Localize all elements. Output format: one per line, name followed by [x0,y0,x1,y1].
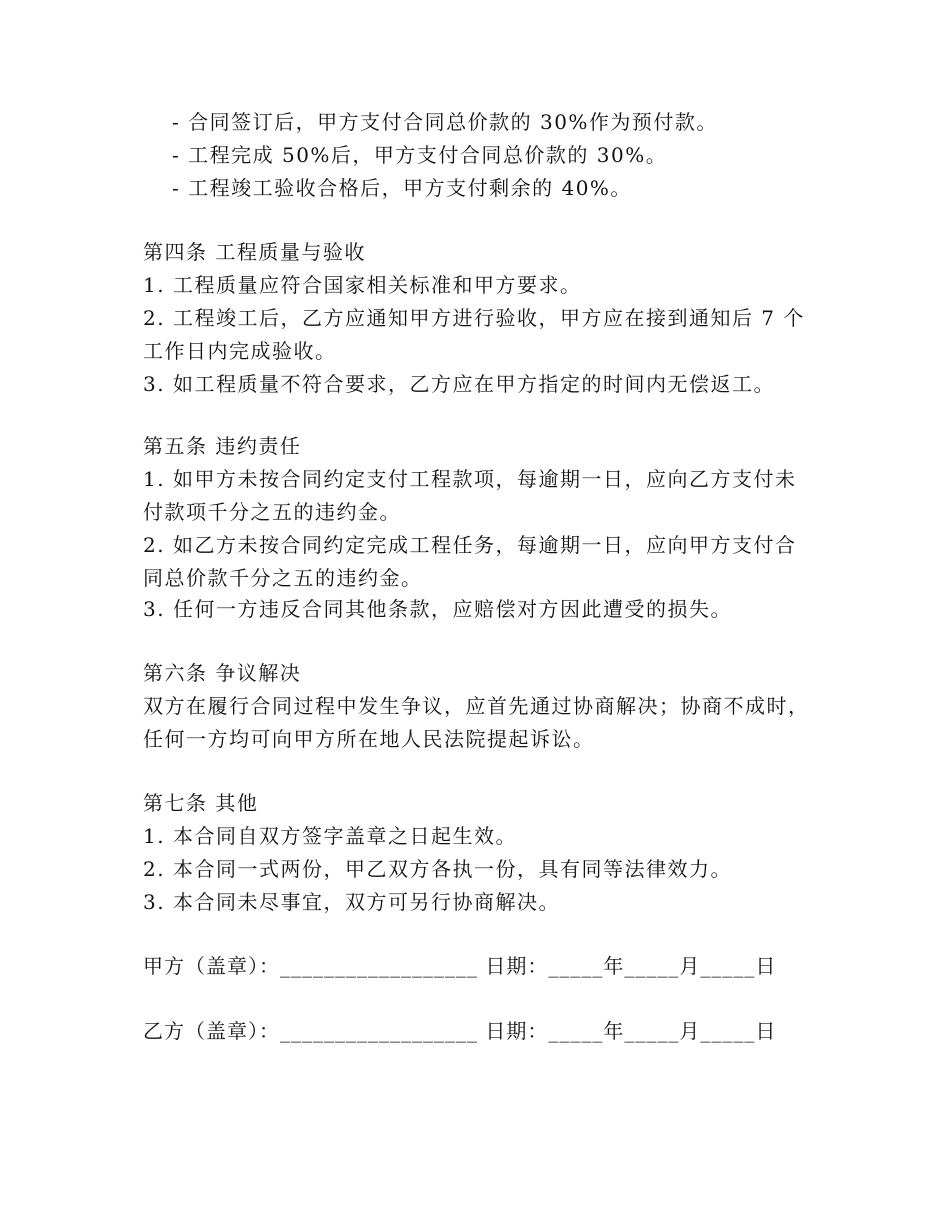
article7-heading: 第七条 其他 [143,791,259,815]
article5-line-1: 1. 如甲方未按合同约定支付工程款项，每逾期一日，应向乙方支付未 [143,467,797,491]
article4-line-1: 1. 工程质量应符合国家相关标准和甲方要求。 [143,273,582,297]
article4-line-4: 3. 如工程质量不符合要求，乙方应在甲方指定的时间内无偿返工。 [143,372,775,396]
article7-line-2: 2. 本合同一式两份，甲乙双方各执一份，具有同等法律效力。 [143,857,732,881]
payment-term-2: - 工程完成 50%后，甲方支付合同总价款的 30%。 [172,143,668,167]
party-a-signature-line: 甲方（盖章）：__________________ 日期：_____年_____月_____日 [143,954,777,978]
article7-line-1: 1. 本合同自双方签字盖章之日起生效。 [143,824,517,848]
article4-heading: 第四条 工程质量与验收 [143,240,366,264]
payment-term-1: - 合同签订后，甲方支付合同总价款的 30%作为预付款。 [172,110,718,134]
article5-line-3: 2. 如乙方未按合同约定完成工程任务，每逾期一日，应向甲方支付合 [143,533,797,557]
article5-line-4: 同总价款千分之五的违约金。 [143,566,423,590]
article7-line-3: 3. 本合同未尽事宜，双方可另行协商解决。 [143,890,560,914]
article5-line-5: 3. 任何一方违反合同其他条款，应赔偿对方因此遭受的损失。 [143,597,732,621]
payment-term-3: - 工程竣工验收合格后，甲方支付剩余的 40%。 [172,176,632,200]
article5-heading: 第五条 违约责任 [143,434,302,458]
article5-line-2: 付款项千分之五的违约金。 [143,500,401,524]
article6-line-2: 任何一方均可向甲方所在地人民法院提起诉讼。 [143,727,595,751]
article6-heading: 第六条 争议解决 [143,661,302,685]
party-b-signature-line: 乙方（盖章）：__________________ 日期：_____年_____月_____日 [143,1019,777,1043]
article4-line-2: 2. 工程竣工后，乙方应通知甲方进行验收，甲方应在接到通知后 7 个 [143,306,805,330]
article6-line-1: 双方在履行合同过程中发生争议，应首先通过协商解决；协商不成时， [143,694,810,718]
article4-line-3: 工作日内完成验收。 [143,339,337,363]
